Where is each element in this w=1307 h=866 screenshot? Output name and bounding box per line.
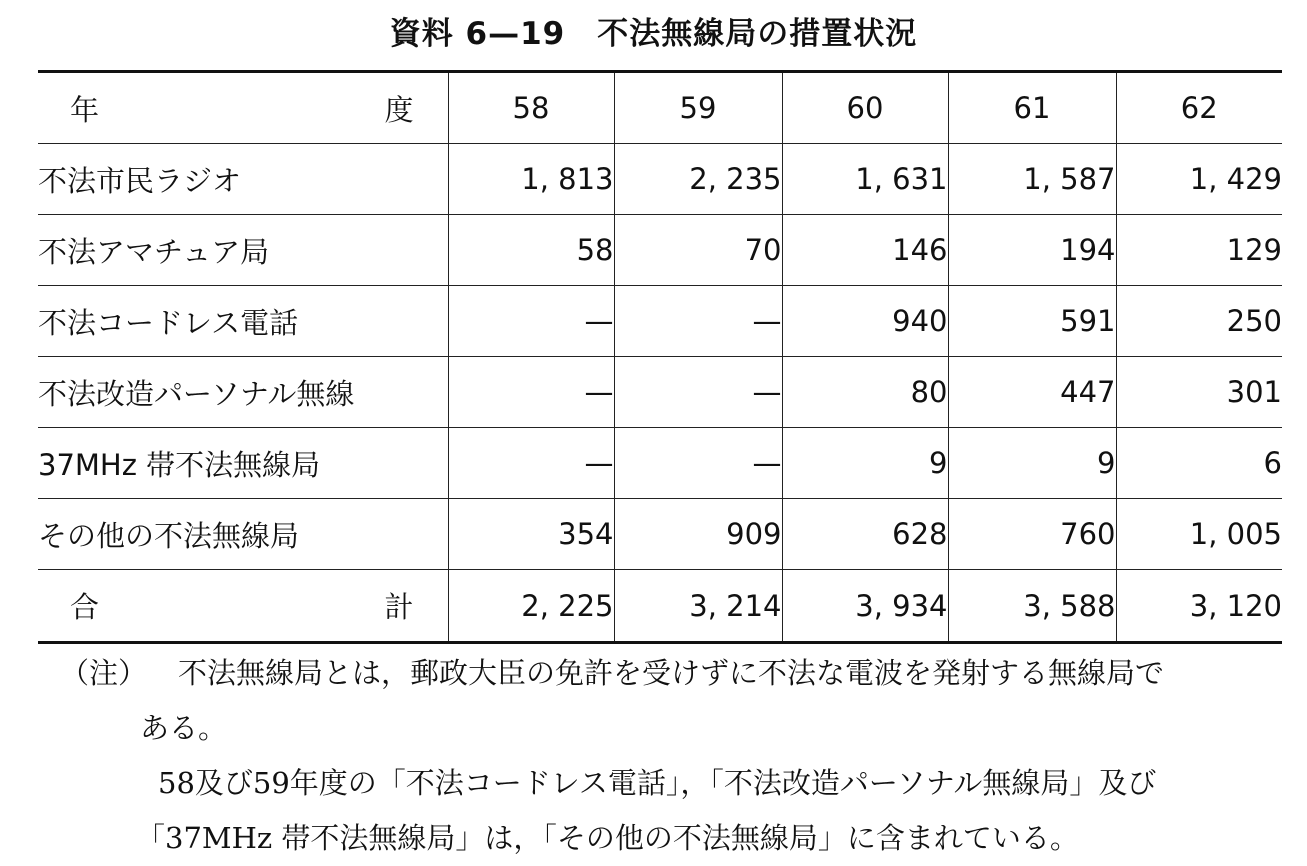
- cell-value: 940: [782, 286, 948, 357]
- row-label: 不法コードレス電話: [38, 286, 448, 357]
- total-value: 3, 934: [782, 570, 948, 643]
- note-line: ある。: [140, 711, 228, 745]
- header-year: 62: [1116, 72, 1282, 144]
- cell-value: —: [614, 357, 782, 428]
- header-label-cell: [38, 72, 448, 144]
- cell-value: 354: [448, 499, 614, 570]
- notes-section: [60, 646, 1290, 866]
- header-year: 58: [448, 72, 614, 144]
- total-value: 3, 588: [948, 570, 1116, 643]
- cell-value: 9: [782, 428, 948, 499]
- note-text: 不法無線局とは，郵政大臣の免許を受けずに不法な電波を発射する無線局で: [178, 656, 1165, 690]
- row-label: 不法改造パーソナル無線: [38, 357, 448, 428]
- header-year: 60: [782, 72, 948, 144]
- row-label: その他の不法無線局: [38, 499, 448, 570]
- row-label: 不法市民ラジオ: [38, 144, 448, 215]
- total-value: 2, 225: [448, 570, 614, 643]
- table-row: [38, 428, 1282, 499]
- cell-value: 194: [948, 215, 1116, 286]
- cell-value: 760: [948, 499, 1116, 570]
- cell-value: 80: [782, 357, 948, 428]
- cell-value: 1, 429: [1116, 144, 1282, 215]
- cell-value: 9: [948, 428, 1116, 499]
- total-label-left: 合: [70, 590, 100, 624]
- row-label: 37MHz 帯不法無線局: [38, 428, 448, 499]
- header-label-left: 年: [70, 92, 100, 127]
- header-year: 59: [614, 72, 782, 144]
- table-row: [38, 499, 1282, 570]
- table-header-row: [38, 72, 1282, 144]
- total-value: 3, 214: [614, 570, 782, 643]
- cell-value: 129: [1116, 215, 1282, 286]
- cell-value: 628: [782, 499, 948, 570]
- cell-value: 58: [448, 215, 614, 286]
- note-line: 「37MHz 帯不法無線局」は，「その他の不法無線局」に含まれている。: [136, 821, 1079, 855]
- row-label: 不法アマチュア局: [38, 215, 448, 286]
- table-row: [38, 357, 1282, 428]
- cell-value: 909: [614, 499, 782, 570]
- note-prefix: （注）: [60, 656, 148, 690]
- cell-value: 146: [782, 215, 948, 286]
- cell-value: —: [614, 428, 782, 499]
- cell-value: 250: [1116, 286, 1282, 357]
- cell-value: 1, 631: [782, 144, 948, 215]
- total-row: [38, 570, 1282, 643]
- cell-value: 447: [948, 357, 1116, 428]
- note-line: 58及び59年度の「不法コードレス電話」，「不法改造パーソナル無線局」及び: [158, 766, 1157, 800]
- total-value: 3, 120: [1116, 570, 1282, 643]
- cell-value: —: [448, 357, 614, 428]
- note-line: [60, 646, 1290, 701]
- cell-value: —: [448, 286, 614, 357]
- total-label-right: 計: [384, 590, 414, 624]
- header-label-right: 度: [384, 92, 414, 127]
- cell-value: 1, 005: [1116, 499, 1282, 570]
- total-label-cell: [38, 570, 448, 643]
- header-year: 61: [948, 72, 1116, 144]
- table-row: [38, 144, 1282, 215]
- cell-value: 301: [1116, 357, 1282, 428]
- data-table: [38, 70, 1282, 644]
- cell-value: 1, 587: [948, 144, 1116, 215]
- cell-value: 1, 813: [448, 144, 614, 215]
- table-row: [38, 215, 1282, 286]
- table-row: [38, 286, 1282, 357]
- cell-value: 2, 235: [614, 144, 782, 215]
- cell-value: 70: [614, 215, 782, 286]
- cell-value: —: [614, 286, 782, 357]
- cell-value: 591: [948, 286, 1116, 357]
- page-title: 資料 6—19 不法無線局の措置状況: [389, 16, 918, 52]
- cell-value: —: [448, 428, 614, 499]
- cell-value: 6: [1116, 428, 1282, 499]
